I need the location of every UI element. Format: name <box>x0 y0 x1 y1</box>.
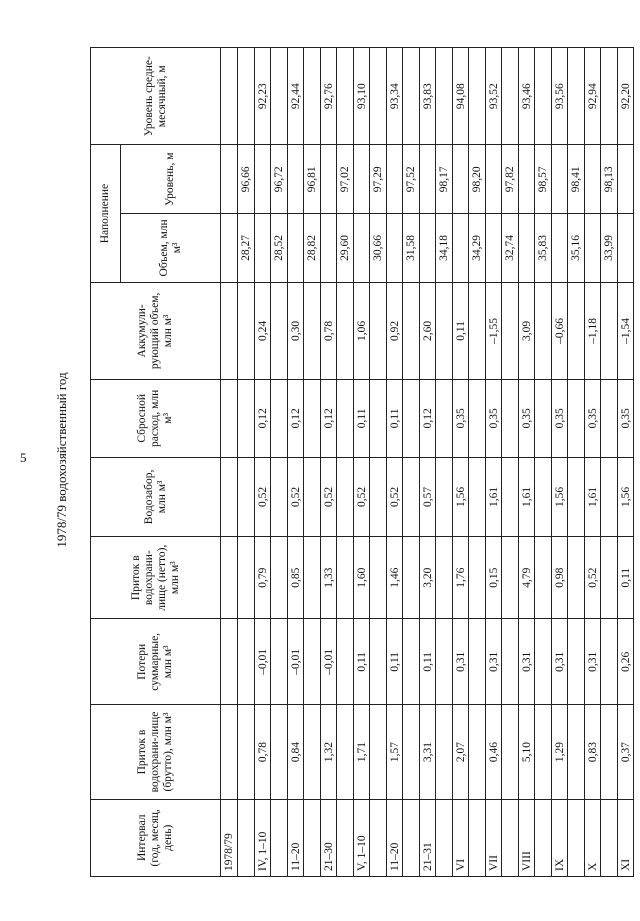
interval-cell: 11–20 <box>288 799 304 876</box>
losses-cell: –0,01 <box>288 619 304 705</box>
header-inflow-gross: Приток в водохрани-лище (брутто), млн м³ <box>91 705 221 799</box>
table-row <box>354 48 370 877</box>
empty-cell <box>387 214 403 283</box>
empty-cell <box>403 282 420 379</box>
filling-row <box>403 48 420 877</box>
empty-cell <box>271 380 288 457</box>
table-row <box>585 48 601 877</box>
empty-cell <box>436 282 453 379</box>
inflow-gross-cell: 0,46 <box>486 705 502 799</box>
empty-cell <box>519 214 535 283</box>
level-cell: 96,72 <box>271 145 288 214</box>
inflow-net-cell: 0,79 <box>255 537 271 619</box>
filling-row <box>304 48 321 877</box>
inflow-net-cell: 0,11 <box>618 537 634 619</box>
water-balance-table <box>90 47 634 877</box>
header-filling-group: Наполнение <box>91 145 121 282</box>
accumulated-cell: 0,24 <box>255 282 271 379</box>
empty-cell <box>238 282 255 379</box>
level-cell: 98,20 <box>469 145 486 214</box>
empty-cell <box>370 48 387 145</box>
empty-cell <box>221 48 238 145</box>
year-row <box>221 48 238 877</box>
empty-cell <box>453 145 469 214</box>
withdrawal-cell: 0,57 <box>420 457 436 537</box>
volume-cell: 34,29 <box>469 214 486 283</box>
empty-cell <box>436 705 453 799</box>
interval-cell: 11–20 <box>387 799 403 876</box>
empty-cell <box>535 48 552 145</box>
empty-cell <box>403 799 420 876</box>
empty-cell <box>337 705 354 799</box>
empty-cell <box>221 619 238 705</box>
losses-cell: 0,26 <box>618 619 634 705</box>
level-monthly-cell: 92,94 <box>585 48 601 145</box>
empty-cell <box>601 282 618 379</box>
empty-cell <box>288 214 304 283</box>
header-losses: Потери суммарные, млн м³ <box>91 619 221 705</box>
empty-cell <box>436 380 453 457</box>
inflow-net-cell: 4,79 <box>519 537 535 619</box>
volume-cell: 28,82 <box>304 214 321 283</box>
page-number: 5 <box>20 450 27 465</box>
year-cell: 1978/79 <box>221 799 238 876</box>
losses-cell: –0,01 <box>321 619 337 705</box>
accumulated-cell: 2,60 <box>420 282 436 379</box>
empty-cell <box>255 214 271 283</box>
withdrawal-cell: 1,61 <box>486 457 502 537</box>
empty-cell <box>502 380 519 457</box>
interval-cell: XI <box>618 799 634 876</box>
empty-cell <box>370 457 387 537</box>
inflow-gross-cell: 0,78 <box>255 705 271 799</box>
empty-cell <box>271 537 288 619</box>
empty-cell <box>486 214 502 283</box>
empty-cell <box>337 380 354 457</box>
empty-cell <box>568 48 585 145</box>
empty-cell <box>568 282 585 379</box>
inflow-net-cell: 1,60 <box>354 537 370 619</box>
withdrawal-cell: 0,52 <box>321 457 337 537</box>
empty-cell <box>238 48 255 145</box>
withdrawal-cell: 0,52 <box>288 457 304 537</box>
empty-cell <box>370 799 387 876</box>
discharge-cell: 0,11 <box>387 380 403 457</box>
header-filling-volume: Объем, млн м³ <box>121 214 221 283</box>
empty-cell <box>502 799 519 876</box>
inflow-net-cell: 1,33 <box>321 537 337 619</box>
table-row <box>321 48 337 877</box>
empty-cell <box>271 48 288 145</box>
interval-cell: VII <box>486 799 502 876</box>
empty-cell <box>618 214 634 283</box>
empty-cell <box>221 537 238 619</box>
losses-cell: 0,31 <box>453 619 469 705</box>
level-cell: 96,81 <box>304 145 321 214</box>
empty-cell <box>601 457 618 537</box>
empty-cell <box>585 145 601 214</box>
level-monthly-cell: 92,23 <box>255 48 271 145</box>
empty-cell <box>370 705 387 799</box>
discharge-cell: 0,35 <box>486 380 502 457</box>
empty-cell <box>403 380 420 457</box>
empty-cell <box>221 380 238 457</box>
empty-cell <box>221 214 238 283</box>
empty-cell <box>552 214 568 283</box>
volume-cell: 28,27 <box>238 214 255 283</box>
empty-cell <box>601 705 618 799</box>
accumulated-cell: –1,18 <box>585 282 601 379</box>
volume-cell: 34,18 <box>436 214 453 283</box>
empty-cell <box>502 282 519 379</box>
empty-cell <box>304 48 321 145</box>
header-level-monthly: Уровень средне-месячный, м <box>91 48 221 145</box>
empty-cell <box>337 799 354 876</box>
discharge-cell: 0,35 <box>453 380 469 457</box>
empty-cell <box>568 380 585 457</box>
filling-row <box>469 48 486 877</box>
empty-cell <box>304 380 321 457</box>
empty-cell <box>387 145 403 214</box>
empty-cell <box>221 457 238 537</box>
filling-row <box>568 48 585 877</box>
empty-cell <box>370 380 387 457</box>
accumulated-cell: 0,11 <box>453 282 469 379</box>
table-row <box>453 48 469 877</box>
empty-cell <box>221 145 238 214</box>
empty-cell <box>469 799 486 876</box>
empty-cell <box>502 48 519 145</box>
empty-cell <box>535 457 552 537</box>
empty-cell <box>354 214 370 283</box>
inflow-gross-cell: 5,10 <box>519 705 535 799</box>
volume-cell: 33,99 <box>601 214 618 283</box>
empty-cell <box>403 705 420 799</box>
table-row <box>486 48 502 877</box>
filling-row <box>238 48 255 877</box>
level-monthly-cell: 93,56 <box>552 48 568 145</box>
empty-cell <box>238 457 255 537</box>
discharge-cell: 0,12 <box>255 380 271 457</box>
inflow-gross-cell: 0,37 <box>618 705 634 799</box>
empty-cell <box>420 214 436 283</box>
empty-cell <box>469 48 486 145</box>
empty-cell <box>271 619 288 705</box>
empty-cell <box>469 705 486 799</box>
level-cell: 97,02 <box>337 145 354 214</box>
table-row <box>387 48 403 877</box>
withdrawal-cell: 1,56 <box>618 457 634 537</box>
empty-cell <box>238 705 255 799</box>
losses-cell: –0,01 <box>255 619 271 705</box>
empty-cell <box>304 705 321 799</box>
empty-cell <box>585 214 601 283</box>
empty-cell <box>271 799 288 876</box>
level-monthly-cell: 92,76 <box>321 48 337 145</box>
level-cell: 98,57 <box>535 145 552 214</box>
empty-cell <box>535 282 552 379</box>
accumulated-cell: –1,54 <box>618 282 634 379</box>
empty-cell <box>304 457 321 537</box>
table-row <box>519 48 535 877</box>
volume-cell: 29,60 <box>337 214 354 283</box>
empty-cell <box>469 457 486 537</box>
level-monthly-cell: 92,20 <box>618 48 634 145</box>
empty-cell <box>535 619 552 705</box>
table-row <box>552 48 568 877</box>
accumulated-cell: 0,78 <box>321 282 337 379</box>
header-filling-level: Уровень, м <box>121 145 221 214</box>
volume-cell: 28,52 <box>271 214 288 283</box>
losses-cell: 0,11 <box>420 619 436 705</box>
filling-row <box>370 48 387 877</box>
empty-cell <box>271 705 288 799</box>
empty-cell <box>502 457 519 537</box>
empty-cell <box>469 619 486 705</box>
interval-cell: V, 1–10 <box>354 799 370 876</box>
empty-cell <box>337 619 354 705</box>
level-cell: 98,41 <box>568 145 585 214</box>
empty-cell <box>601 48 618 145</box>
empty-cell <box>436 619 453 705</box>
empty-cell <box>486 145 502 214</box>
table-row <box>420 48 436 877</box>
inflow-gross-cell: 0,83 <box>585 705 601 799</box>
empty-cell <box>618 145 634 214</box>
level-monthly-cell: 92,44 <box>288 48 304 145</box>
inflow-net-cell: 0,98 <box>552 537 568 619</box>
empty-cell <box>304 799 321 876</box>
empty-cell <box>321 145 337 214</box>
empty-cell <box>221 282 238 379</box>
empty-cell <box>337 537 354 619</box>
accumulated-cell: 1,06 <box>354 282 370 379</box>
empty-cell <box>568 537 585 619</box>
withdrawal-cell: 1,56 <box>552 457 568 537</box>
empty-cell <box>436 48 453 145</box>
inflow-gross-cell: 1,29 <box>552 705 568 799</box>
empty-cell <box>502 619 519 705</box>
empty-cell <box>403 457 420 537</box>
interval-cell: IV, 1–10 <box>255 799 271 876</box>
empty-cell <box>568 799 585 876</box>
header-accumulated: Аккумули-рующий объем, млн м³ <box>91 282 221 379</box>
losses-cell: 0,11 <box>354 619 370 705</box>
empty-cell <box>238 380 255 457</box>
inflow-net-cell: 0,52 <box>585 537 601 619</box>
inflow-net-cell: 1,76 <box>453 537 469 619</box>
discharge-cell: 0,12 <box>420 380 436 457</box>
level-cell: 97,82 <box>502 145 519 214</box>
empty-cell <box>354 145 370 214</box>
inflow-net-cell: 0,15 <box>486 537 502 619</box>
empty-cell <box>288 145 304 214</box>
interval-cell: 21–30 <box>321 799 337 876</box>
inflow-gross-cell: 1,57 <box>387 705 403 799</box>
interval-cell: VI <box>453 799 469 876</box>
empty-cell <box>304 619 321 705</box>
table-row <box>255 48 271 877</box>
inflow-gross-cell: 3,31 <box>420 705 436 799</box>
empty-cell <box>552 145 568 214</box>
table-row <box>618 48 634 877</box>
empty-cell <box>238 537 255 619</box>
level-monthly-cell: 93,10 <box>354 48 370 145</box>
losses-cell: 0,31 <box>486 619 502 705</box>
level-monthly-cell: 93,52 <box>486 48 502 145</box>
empty-cell <box>304 537 321 619</box>
empty-cell <box>535 705 552 799</box>
inflow-net-cell: 3,20 <box>420 537 436 619</box>
table-caption: 1978/79 водохозяйственный год <box>54 372 69 548</box>
header-withdrawal: Водозабор, млн м³ <box>91 457 221 537</box>
empty-cell <box>601 619 618 705</box>
empty-cell <box>337 282 354 379</box>
discharge-cell: 0,12 <box>288 380 304 457</box>
filling-row <box>337 48 354 877</box>
withdrawal-cell: 0,52 <box>255 457 271 537</box>
empty-cell <box>221 705 238 799</box>
discharge-cell: 0,12 <box>321 380 337 457</box>
withdrawal-cell: 1,56 <box>453 457 469 537</box>
empty-cell <box>535 380 552 457</box>
empty-cell <box>601 380 618 457</box>
empty-cell <box>337 457 354 537</box>
empty-cell <box>370 619 387 705</box>
empty-cell <box>601 799 618 876</box>
empty-cell <box>238 619 255 705</box>
empty-cell <box>519 145 535 214</box>
table-body <box>221 48 634 877</box>
header-inflow-net: Приток в водохрани-лище (нетто), млн м³ <box>91 537 221 619</box>
empty-cell <box>453 214 469 283</box>
interval-cell: 21–31 <box>420 799 436 876</box>
empty-cell <box>403 48 420 145</box>
empty-cell <box>321 214 337 283</box>
withdrawal-cell: 0,52 <box>354 457 370 537</box>
level-monthly-cell: 93,34 <box>387 48 403 145</box>
empty-cell <box>337 48 354 145</box>
filling-row <box>271 48 288 877</box>
empty-cell <box>271 282 288 379</box>
empty-cell <box>436 457 453 537</box>
rotated-table-wrapper <box>90 47 632 877</box>
inflow-gross-cell: 2,07 <box>453 705 469 799</box>
withdrawal-cell: 1,61 <box>585 457 601 537</box>
losses-cell: 0,11 <box>387 619 403 705</box>
accumulated-cell: –0,66 <box>552 282 568 379</box>
empty-cell <box>535 799 552 876</box>
level-cell: 97,29 <box>370 145 387 214</box>
empty-cell <box>535 537 552 619</box>
empty-cell <box>255 145 271 214</box>
inflow-net-cell: 1,46 <box>387 537 403 619</box>
losses-cell: 0,31 <box>519 619 535 705</box>
empty-cell <box>420 145 436 214</box>
empty-cell <box>403 537 420 619</box>
discharge-cell: 0,35 <box>618 380 634 457</box>
accumulated-cell: –1,55 <box>486 282 502 379</box>
empty-cell <box>469 537 486 619</box>
inflow-net-cell: 0,85 <box>288 537 304 619</box>
empty-cell <box>238 799 255 876</box>
volume-cell: 35,16 <box>568 214 585 283</box>
interval-cell: X <box>585 799 601 876</box>
filling-row <box>502 48 519 877</box>
header-discharge: Сбросной расход, млн м³ <box>91 380 221 457</box>
filling-row <box>601 48 618 877</box>
empty-cell <box>271 457 288 537</box>
empty-cell <box>502 705 519 799</box>
discharge-cell: 0,35 <box>519 380 535 457</box>
level-cell: 97,52 <box>403 145 420 214</box>
empty-cell <box>304 282 321 379</box>
level-cell: 98,13 <box>601 145 618 214</box>
losses-cell: 0,31 <box>585 619 601 705</box>
volume-cell: 35,83 <box>535 214 552 283</box>
level-monthly-cell: 93,83 <box>420 48 436 145</box>
empty-cell <box>568 457 585 537</box>
table-row <box>288 48 304 877</box>
empty-cell <box>403 619 420 705</box>
filling-row <box>535 48 552 877</box>
empty-cell <box>469 380 486 457</box>
empty-cell <box>502 537 519 619</box>
interval-cell: IX <box>552 799 568 876</box>
volume-cell: 30,66 <box>370 214 387 283</box>
accumulated-cell: 0,92 <box>387 282 403 379</box>
level-monthly-cell: 94,08 <box>453 48 469 145</box>
accumulated-cell: 3,09 <box>519 282 535 379</box>
volume-cell: 32,74 <box>502 214 519 283</box>
empty-cell <box>370 282 387 379</box>
level-monthly-cell: 93,46 <box>519 48 535 145</box>
withdrawal-cell: 1,61 <box>519 457 535 537</box>
interval-cell: VIII <box>519 799 535 876</box>
inflow-gross-cell: 1,71 <box>354 705 370 799</box>
empty-cell <box>436 799 453 876</box>
empty-cell <box>568 705 585 799</box>
accumulated-cell: 0,30 <box>288 282 304 379</box>
discharge-cell: 0,11 <box>354 380 370 457</box>
empty-cell <box>436 537 453 619</box>
level-cell: 96,66 <box>238 145 255 214</box>
withdrawal-cell: 0,52 <box>387 457 403 537</box>
inflow-gross-cell: 0,84 <box>288 705 304 799</box>
empty-cell <box>469 282 486 379</box>
filling-row <box>436 48 453 877</box>
empty-cell <box>601 537 618 619</box>
level-cell: 98,17 <box>436 145 453 214</box>
discharge-cell: 0,35 <box>552 380 568 457</box>
empty-cell <box>568 619 585 705</box>
header-interval: Интервал (год, месяц, день) <box>91 799 221 876</box>
volume-cell: 31,58 <box>403 214 420 283</box>
losses-cell: 0,31 <box>552 619 568 705</box>
empty-cell <box>370 537 387 619</box>
discharge-cell: 0,35 <box>585 380 601 457</box>
inflow-gross-cell: 1,32 <box>321 705 337 799</box>
